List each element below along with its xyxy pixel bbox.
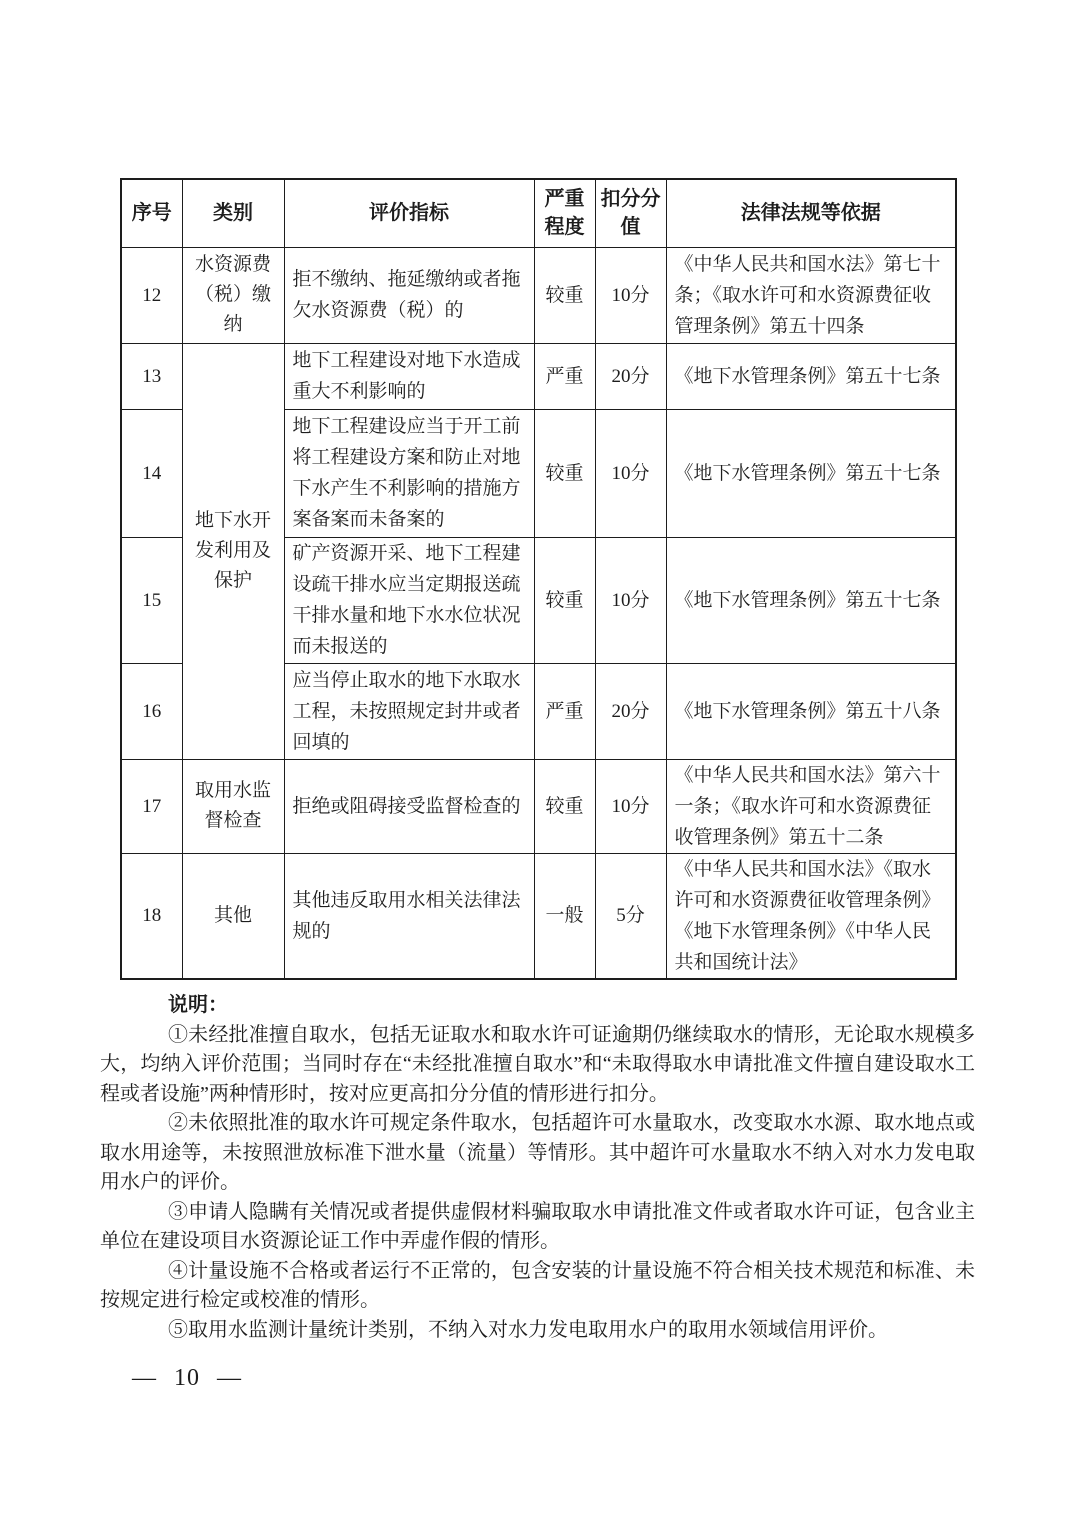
cell-severity: 较重 <box>534 759 595 853</box>
cell-indicator: 地下工程建设对地下水造成重大不利影响的 <box>284 343 534 409</box>
cell-severity: 一般 <box>534 853 595 979</box>
cell-deduction: 5分 <box>595 853 666 979</box>
page-number: — 10 — <box>132 1365 242 1391</box>
table-row <box>121 247 956 343</box>
cell-indicator: 拒不缴纳、拖延缴纳或者拖欠水资源费（税）的 <box>284 247 534 343</box>
cell-deduction: 10分 <box>595 247 666 343</box>
cell-no: 17 <box>121 759 182 853</box>
cell-no: 18 <box>121 853 182 979</box>
notes-section <box>100 991 975 1345</box>
col-header-no: 序号 <box>121 179 182 247</box>
cell-deduction: 10分 <box>595 409 666 537</box>
cell-severity: 严重 <box>534 663 595 759</box>
cell-legal-basis: 《地下水管理条例》第五十七条 <box>666 343 956 409</box>
cell-indicator: 拒绝或阻碍接受监督检查的 <box>284 759 534 853</box>
note-item-1: ①未经批准擅自取水，包括无证取水和取水许可证逾期仍继续取水的情形，无论取水规模多大，均纳入评价范围；当同时存在“未经批准擅自取水”和“未取得取水申请批准文件擅自建设取水工程或者设施”两种情形时，按对应更高扣分分值的情形进行扣分。 <box>100 1023 975 1105</box>
cell-no: 12 <box>121 247 182 343</box>
col-header-deduction: 扣分分值 <box>595 179 666 247</box>
cell-category: 水资源费（税）缴纳 <box>182 247 284 343</box>
cell-deduction: 20分 <box>595 343 666 409</box>
cell-no: 15 <box>121 537 182 663</box>
cell-severity: 较重 <box>534 247 595 343</box>
table-row <box>121 343 956 409</box>
note-item-4: ④计量设施不合格或者运行不正常的，包含安装的计量设施不符合相关技术规范和标准、未按规定进行检定或校准的情形。 <box>100 1259 975 1311</box>
cell-category: 取用水监督检查 <box>182 759 284 853</box>
table-row <box>121 759 956 853</box>
cell-legal-basis: 《地下水管理条例》第五十七条 <box>666 409 956 537</box>
cell-indicator: 矿产资源开采、地下工程建设疏干排水应当定期报送疏干排水量和地下水水位状况而未报送的 <box>284 537 534 663</box>
cell-category-groundwater: 地下水开发利用及保护 <box>182 343 284 759</box>
table-row <box>121 853 956 979</box>
evaluation-indicator-table <box>120 178 957 980</box>
col-header-indicator: 评价指标 <box>284 179 534 247</box>
cell-severity: 严重 <box>534 343 595 409</box>
cell-indicator: 地下工程建设应当于开工前将工程建设方案和防止对地下水产生不利影响的措施方案备案而未备案的 <box>284 409 534 537</box>
col-header-severity: 严重程度 <box>534 179 595 247</box>
cell-legal-basis: 《中华人民共和国水法》第七十条；《取水许可和水资源费征收管理条例》第五十四条 <box>666 247 956 343</box>
cell-indicator: 其他违反取用水相关法律法规的 <box>284 853 534 979</box>
cell-deduction: 10分 <box>595 759 666 853</box>
cell-deduction: 20分 <box>595 663 666 759</box>
cell-no: 13 <box>121 343 182 409</box>
cell-legal-basis: 《地下水管理条例》第五十八条 <box>666 663 956 759</box>
note-item-3: ③申请人隐瞒有关情况或者提供虚假材料骗取取水申请批准文件或者取水许可证，包含业主单位在建设项目水资源论证工作中弄虚作假的情形。 <box>100 1200 975 1252</box>
note-item-2: ②未依照批准的取水许可规定条件取水，包括超许可水量取水，改变取水水源、取水地点或取水用途等，未按照泄放标准下泄水量（流量）等情形。其中超许可水量取水不纳入对水力发电取用水户的评价。 <box>100 1112 975 1193</box>
note-item-5: ⑤取用水监测计量统计类别，不纳入对水力发电取用水户的取用水领域信用评价。 <box>168 1318 888 1341</box>
cell-deduction: 10分 <box>595 537 666 663</box>
table-header-row <box>121 179 956 247</box>
cell-no: 16 <box>121 663 182 759</box>
cell-category: 其他 <box>182 853 284 979</box>
col-header-legal-basis: 法律法规等依据 <box>666 179 956 247</box>
cell-legal-basis: 《中华人民共和国水法》第六十一条；《取水许可和水资源费征收管理条例》第五十二条 <box>666 759 956 853</box>
cell-legal-basis: 《地下水管理条例》第五十七条 <box>666 537 956 663</box>
notes-title: 说明： <box>168 994 228 1016</box>
cell-severity: 较重 <box>534 409 595 537</box>
cell-legal-basis: 《中华人民共和国水法》《取水许可和水资源费征收管理条例》《地下水管理条例》《中华人民共和国统计法》 <box>666 853 956 979</box>
cell-no: 14 <box>121 409 182 537</box>
cell-indicator: 应当停止取水的地下水取水工程，未按照规定封井或者回填的 <box>284 663 534 759</box>
col-header-category: 类别 <box>182 179 284 247</box>
cell-severity: 较重 <box>534 537 595 663</box>
